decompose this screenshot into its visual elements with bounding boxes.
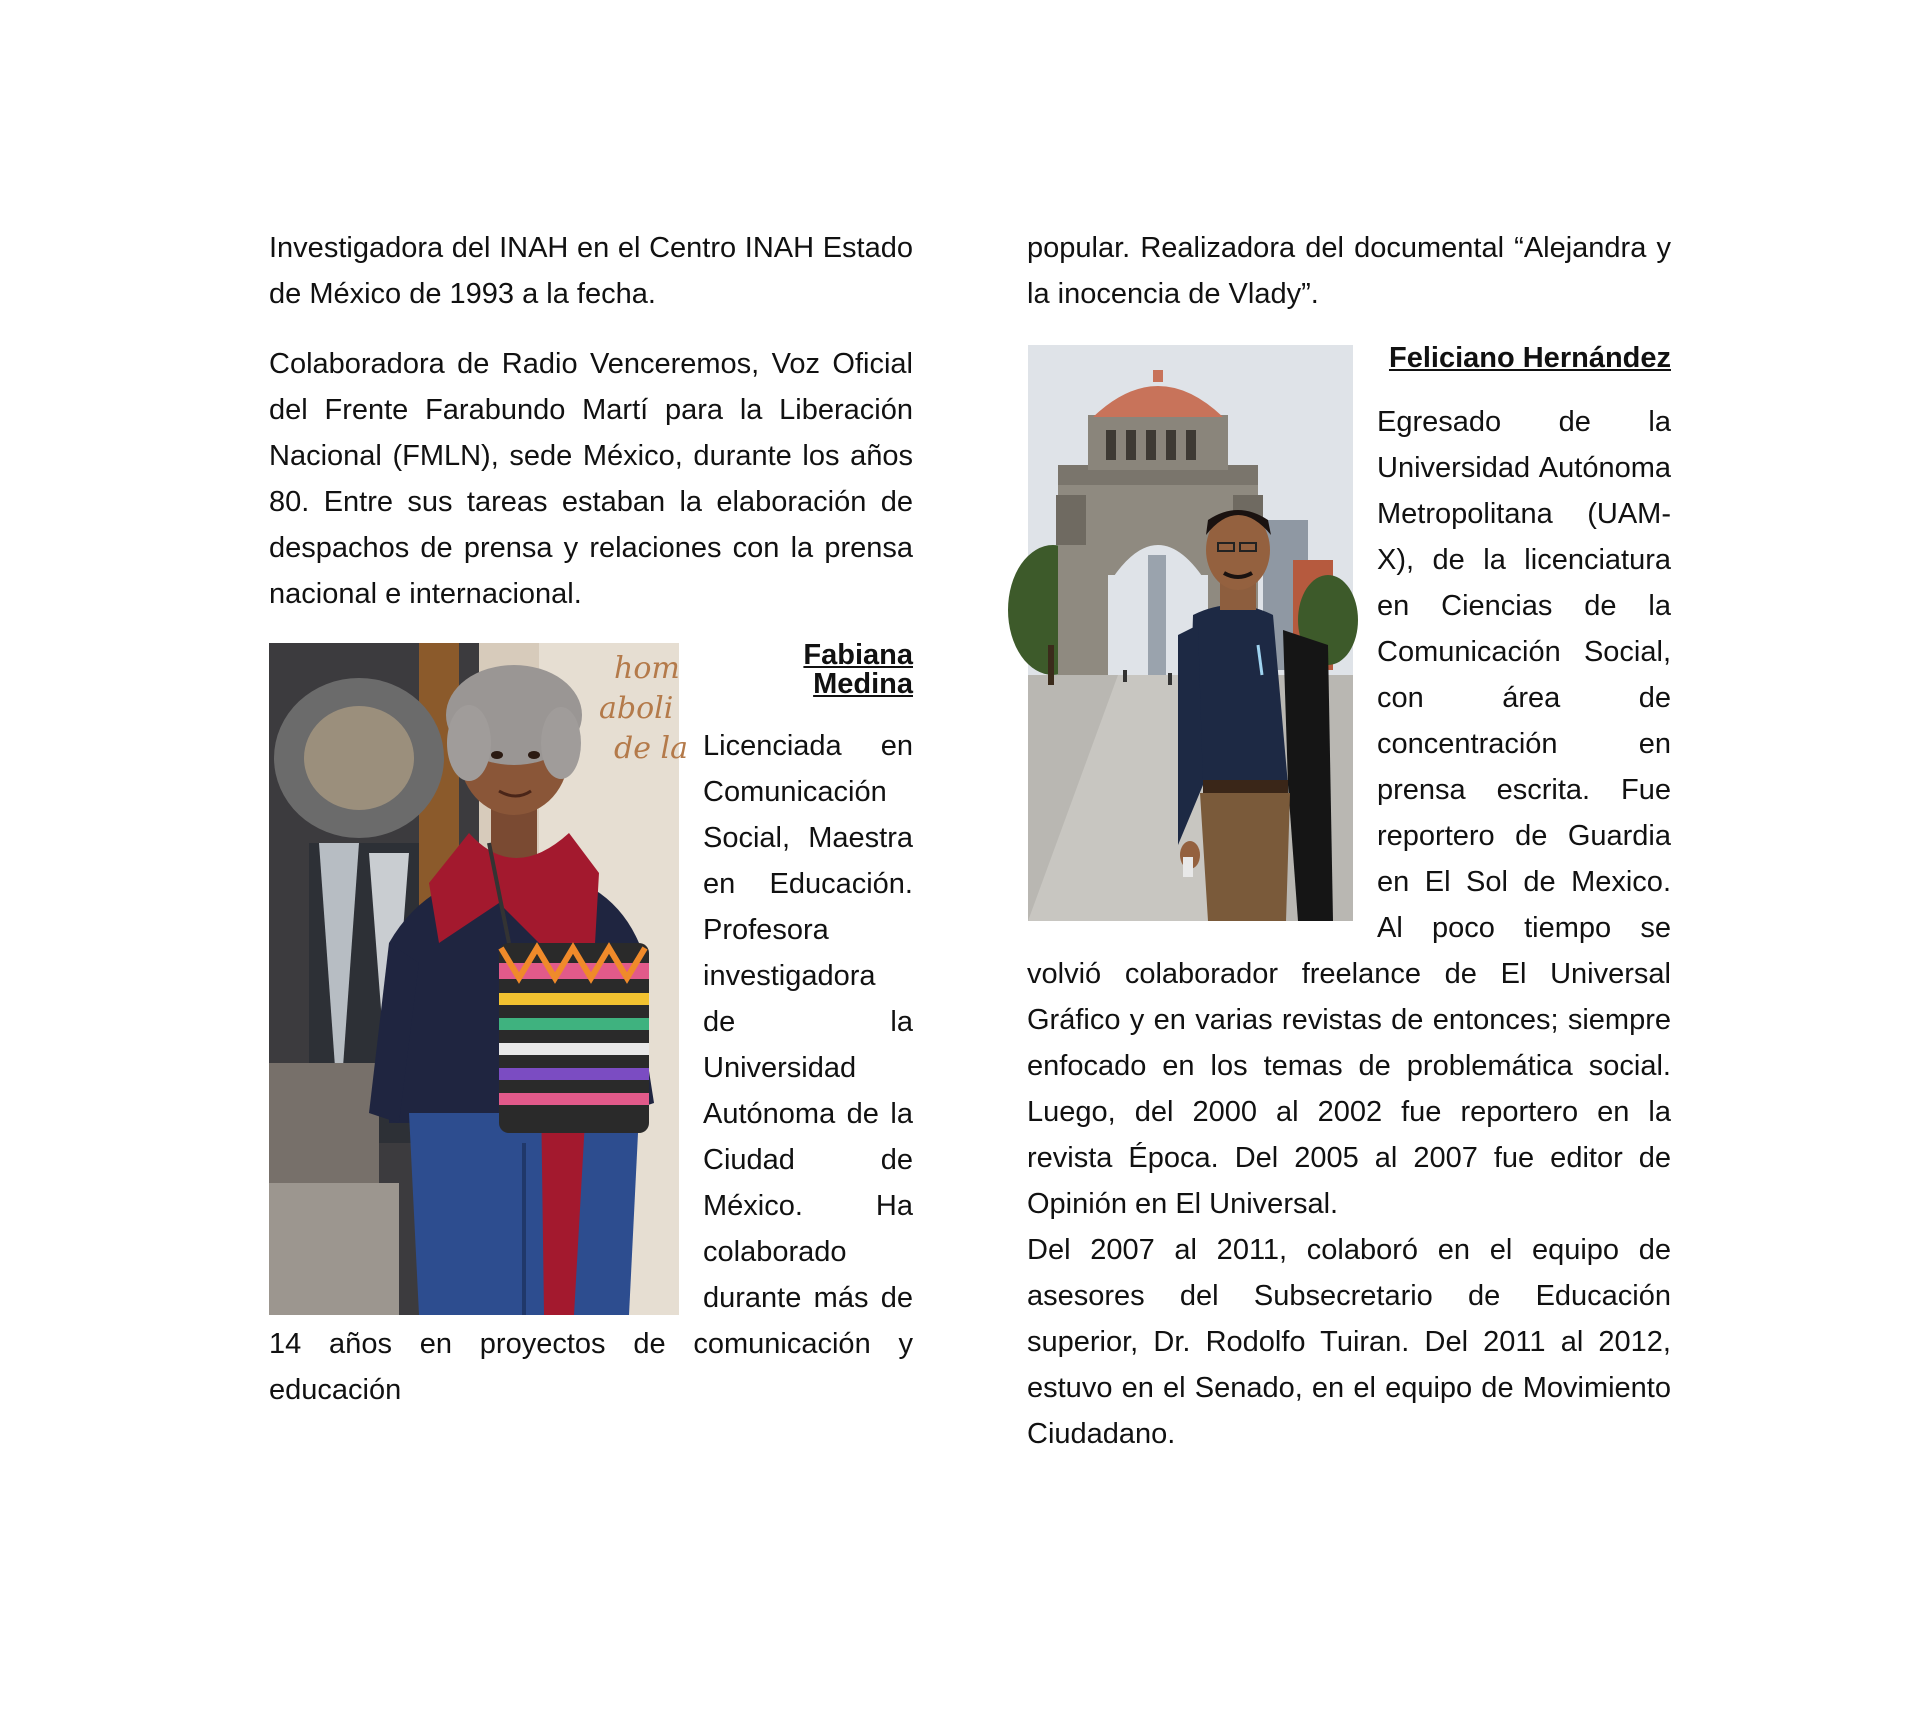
portrait-man-image	[1028, 345, 1353, 921]
bio-text-feliciano-hernandez: Egresado de la Universidad Autónoma Metropolitana (UAM-X), de la licenciatura en Ciencias de la Comunicación Social, con área de concentración en prensa escrita. Fue reportero de Guardia en El Sol de Mexico. Al poco tiempo se volvió colaborador freelance de El Universal Gráfico y en varias revistas de entonces; siempre enfocado en los temas de problemática social. Luego, del 2000 al 2002 fue reportero en la revista Época. Del 2005 al 2007 fue editor de Opinión en El Universal.	[1027, 406, 1671, 1220]
paragraph-radio-venceremos: Colaboradora de Radio Venceremos, Voz Oficial del Frente Farabundo Martí para la Liberación Nacional (FMLN), sede México, durante los años 80. Entre sus tareas estaban la elaboración de despachos de prensa y relaciones con la prensa nacional e internacional.	[269, 348, 913, 610]
paragraph-career: Del 2007 al 2011, colaboró en el equipo de asesores del Subsecretario de Educación superior, Dr. Rodolfo Tuiran. Del 2011 al 2012, estuvo en el Senado, en el equipo de Movimiento Ciudadano.	[1027, 1234, 1671, 1450]
bio-name-feliciano-hernandez: Feliciano Hernández	[1388, 342, 1671, 374]
paragraph-documentary: popular. Realizadora del documental “Alejandra y la inocencia de Vlady”.	[1027, 232, 1671, 310]
bio-name-fabiana-medina: Fabiana Medina	[803, 639, 913, 700]
bio-text-fabiana-medina: Licenciada en Comunicación Social, Maestra en Educación. Profesora investigadora de la Universidad Autónoma de la Ciudad de México. Ha colaborado durante más de 14 años en proyectos de comunicación y educación	[269, 730, 913, 1406]
svg-text:de la: de la	[614, 731, 688, 766]
photo-feliciano-hernandez	[1028, 345, 1353, 921]
right-column	[1027, 225, 1671, 1457]
paragraph-inah: Investigadora del INAH en el Centro INAH Estado de México de 1993 a la fecha.	[269, 232, 913, 310]
photo-fabiana-medina	[269, 643, 688, 1315]
svg-text:aboli: aboli	[599, 691, 674, 726]
svg-text:hom: hom	[614, 651, 680, 686]
left-column	[269, 225, 913, 1413]
portrait-woman-image	[269, 643, 688, 1315]
